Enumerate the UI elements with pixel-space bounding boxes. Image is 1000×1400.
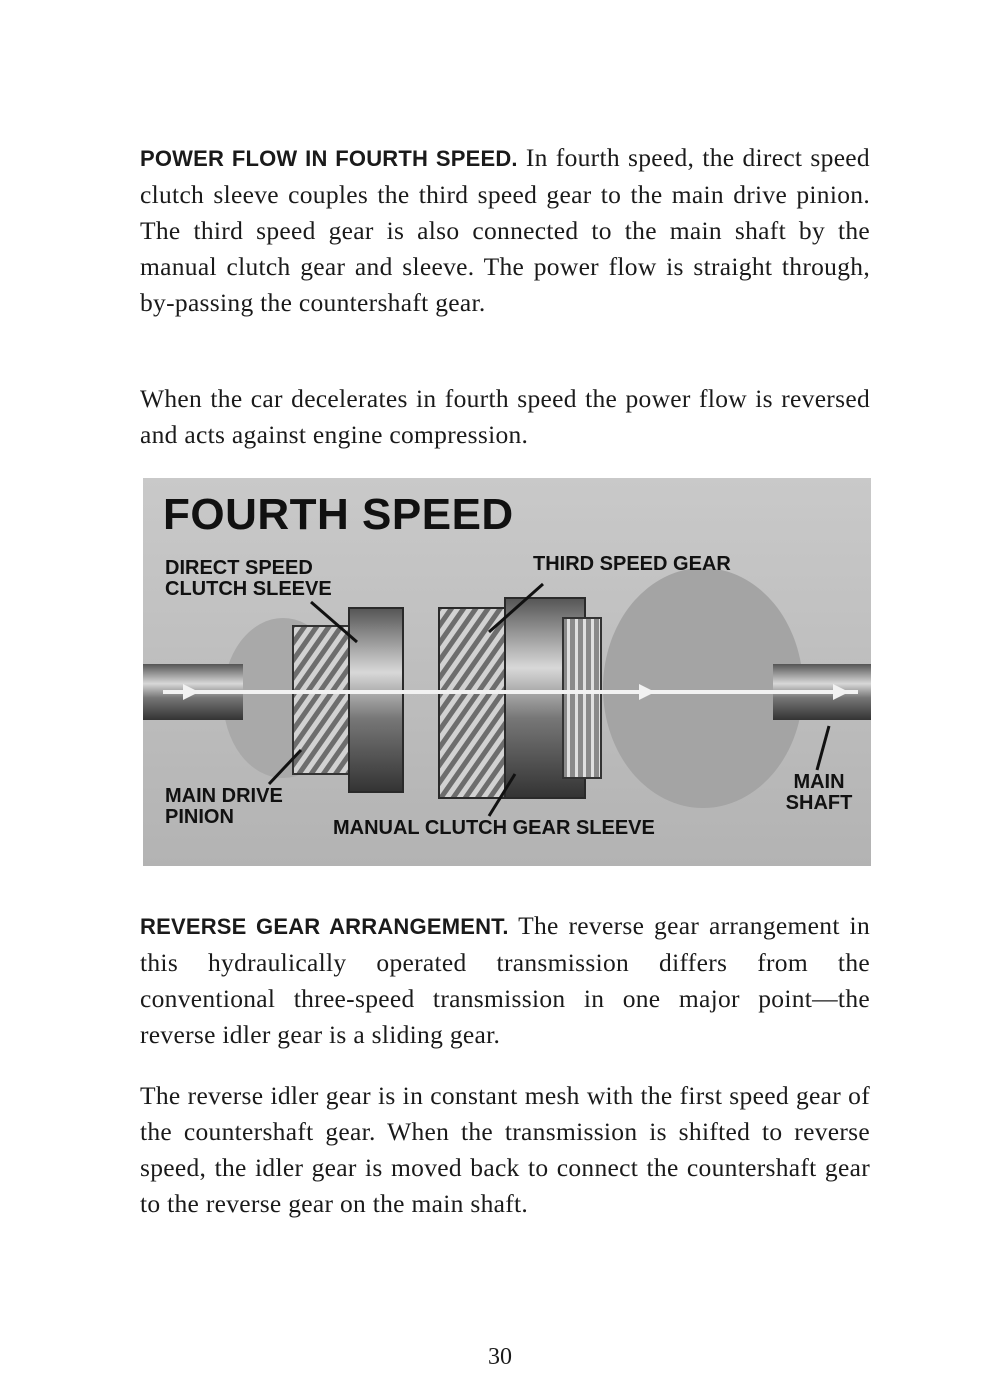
figure-title: FOURTH SPEED	[163, 490, 514, 539]
paragraph-reverse-gear	[140, 908, 870, 1053]
label-third-speed-gear: THIRD SPEED GEAR	[533, 553, 731, 575]
page-number: 30	[488, 1344, 512, 1370]
paragraph-body: When the car decelerates in fourth speed the power flow is reversed and acts against engine compression.	[140, 384, 870, 449]
clutch-teeth-ring	[563, 618, 601, 778]
clutch-sleeve-ring	[349, 608, 403, 792]
paragraph-body: The reverse idler gear is in constant mesh with the first speed gear of the countershaft gear. When the transmission is shifted to reverse speed, the idler gear is moved back to connect the countershaft gear to the reverse gear on the main shaft.	[140, 1081, 870, 1218]
label-main-shaft: MAIN SHAFT	[785, 771, 853, 814]
section-heading-reverse-gear: REVERSE GEAR ARRANGEMENT.	[140, 914, 509, 939]
label-manual-clutch-gear-sleeve: MANUAL CLUTCH GEAR SLEEVE	[333, 817, 655, 839]
paragraph-deceleration	[140, 381, 870, 453]
section-heading-power-flow: POWER FLOW IN FOURTH SPEED.	[140, 146, 518, 171]
paragraph-body: The reverse gear arrangement in this hydraulically operated transmission differs from the conventional three-speed transmission in one major point—the reverse idler gear is a sliding gear.	[140, 911, 870, 1049]
clutch-sleeve-gear	[293, 626, 349, 774]
label-direct-speed-clutch-sleeve: DIRECT SPEED CLUTCH SLEEVE	[165, 557, 332, 600]
label-main-drive-pinion: MAIN DRIVE PINION	[165, 785, 283, 828]
paragraph-reverse-idler	[140, 1078, 870, 1222]
paragraph-power-flow	[140, 140, 870, 321]
paragraph-body: In fourth speed, the direct speed clutch sleeve couples the third speed gear to the main drive pinion. The third speed gear is also connected to the main shaft by the manual clutch gear and sleeve. The power flow is straight through, by-passing the countershaft gear.	[140, 143, 870, 317]
fourth-speed-figure	[143, 478, 871, 866]
third-speed-gear	[439, 608, 505, 798]
